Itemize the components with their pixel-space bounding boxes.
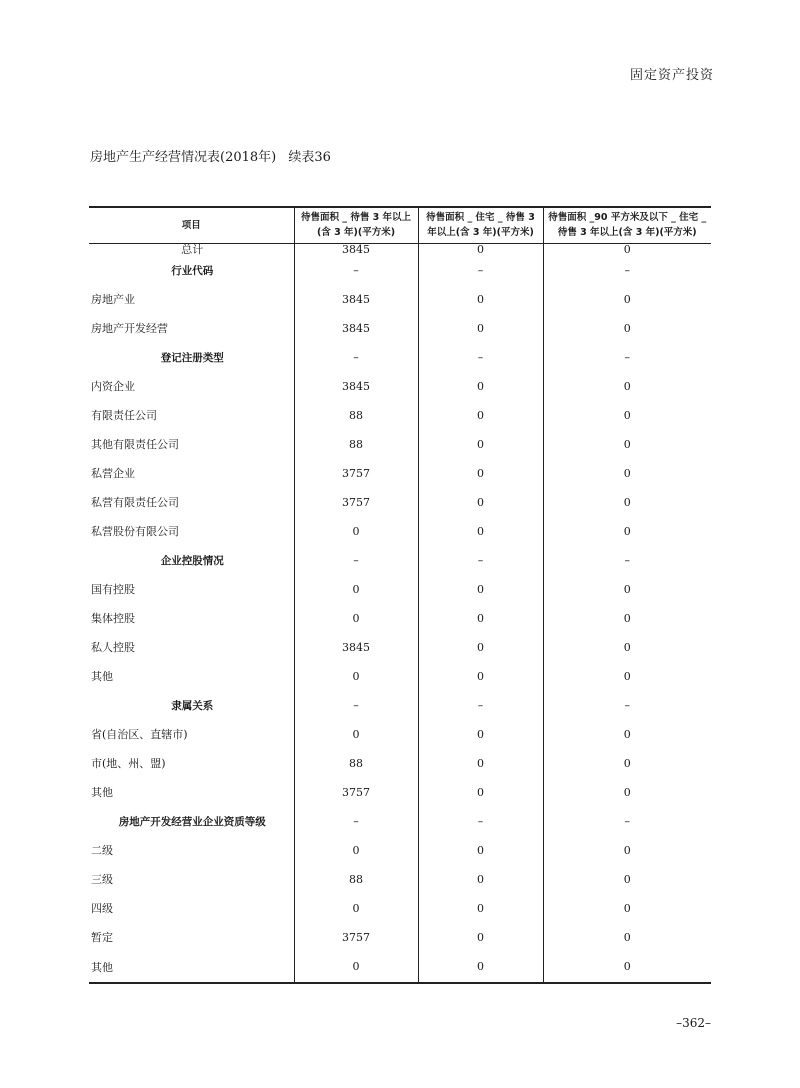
table-row xyxy=(89,517,711,546)
row-label: 私人控股 xyxy=(91,641,135,654)
row-label: 私营有限责任公司 xyxy=(91,496,179,509)
cell-unsold-3yr: 0 xyxy=(294,604,418,633)
table-title-main: 房地产生产经营情况表(2018年) xyxy=(90,150,277,165)
column-header-item: 项目 xyxy=(89,207,294,243)
table-row xyxy=(89,836,711,865)
cell-residential-3yr: 0 xyxy=(418,459,543,488)
row-label: 三级 xyxy=(91,873,113,886)
cell-unsold-3yr: 0 xyxy=(294,720,418,749)
table-row xyxy=(89,865,711,894)
cell-90sqm-3yr: 0 xyxy=(543,430,711,459)
row-label: 其他 xyxy=(89,952,294,983)
cell-unsold-3yr: 3845 xyxy=(294,285,418,314)
cell-residential-3yr: – xyxy=(418,256,543,285)
row-label: 四级 xyxy=(91,902,113,915)
row-label: 内资企业 xyxy=(91,380,135,393)
cell-90sqm-3yr: – xyxy=(543,343,711,372)
cell-residential-3yr: – xyxy=(418,807,543,836)
row-label: 房地产业 xyxy=(91,293,135,306)
cell-unsold-3yr: 3845 xyxy=(294,633,418,662)
table-row xyxy=(89,256,711,285)
table-title xyxy=(90,146,339,165)
cell-residential-3yr: 0 xyxy=(418,836,543,865)
table-row xyxy=(89,894,711,923)
cell-90sqm-3yr: 0 xyxy=(543,285,711,314)
row-label: 房地产开发经营 xyxy=(91,322,168,335)
cell-unsold-3yr: 88 xyxy=(294,401,418,430)
table-header-row xyxy=(89,207,711,243)
column-header-unsold-3yr: 待售面积 _ 待售 3 年以上(含 3 年)(平方米) xyxy=(294,207,418,243)
cell-unsold-3yr: 88 xyxy=(294,430,418,459)
table-row xyxy=(89,691,711,720)
cell-residential-3yr: 0 xyxy=(418,749,543,778)
cell-90sqm-3yr: 0 xyxy=(543,459,711,488)
cell-90sqm-3yr: – xyxy=(543,807,711,836)
cell-unsold-3yr: 3757 xyxy=(294,488,418,517)
data-table xyxy=(89,206,711,984)
page-header: 固定资产投资 xyxy=(629,68,714,83)
cell-unsold-3yr: 3845 xyxy=(294,243,418,256)
cell-unsold-3yr: 3757 xyxy=(294,923,418,952)
cell-90sqm-3yr: 0 xyxy=(543,488,711,517)
table-title-continued: 续表36 xyxy=(288,150,331,165)
cell-90sqm-3yr: 0 xyxy=(543,401,711,430)
cell-residential-3yr: – xyxy=(418,343,543,372)
row-label: 登记注册类型 xyxy=(160,351,224,364)
cell-90sqm-3yr: 0 xyxy=(543,865,711,894)
cell-residential-3yr: 0 xyxy=(418,952,543,983)
cell-residential-3yr: 0 xyxy=(418,894,543,923)
table-row xyxy=(89,604,711,633)
cell-residential-3yr: 0 xyxy=(418,575,543,604)
cell-90sqm-3yr: 0 xyxy=(543,604,711,633)
cell-unsold-3yr: – xyxy=(294,256,418,285)
cell-residential-3yr: 0 xyxy=(418,720,543,749)
cell-residential-3yr: 0 xyxy=(418,430,543,459)
row-label: 二级 xyxy=(91,844,113,857)
table-row xyxy=(89,662,711,691)
cell-residential-3yr: 0 xyxy=(418,778,543,807)
row-label: 其他 xyxy=(91,670,113,683)
row-label: 私营企业 xyxy=(91,467,135,480)
cell-90sqm-3yr: 0 xyxy=(543,923,711,952)
cell-unsold-3yr: – xyxy=(294,343,418,372)
cell-90sqm-3yr: 0 xyxy=(543,778,711,807)
cell-90sqm-3yr: 0 xyxy=(543,372,711,401)
cell-unsold-3yr: 88 xyxy=(294,749,418,778)
row-label: 其他有限责任公司 xyxy=(91,438,179,451)
row-label: 国有控股 xyxy=(91,583,135,596)
table-row xyxy=(89,546,711,575)
cell-residential-3yr: 0 xyxy=(418,923,543,952)
cell-90sqm-3yr: 0 xyxy=(543,314,711,343)
cell-unsold-3yr: 3757 xyxy=(294,459,418,488)
cell-residential-3yr: 0 xyxy=(418,401,543,430)
table-row xyxy=(89,575,711,604)
cell-residential-3yr: 0 xyxy=(418,604,543,633)
table-row xyxy=(89,749,711,778)
cell-90sqm-3yr: 0 xyxy=(543,243,711,256)
table-row xyxy=(89,778,711,807)
column-header-90sqm-3yr: 待售面积 _90 平方米及以下 _ 住宅 _ 待售 3 年以上(含 3 年)(平方米) xyxy=(543,207,711,243)
cell-unsold-3yr: 3845 xyxy=(294,372,418,401)
cell-unsold-3yr: – xyxy=(294,807,418,836)
cell-unsold-3yr: 3757 xyxy=(294,778,418,807)
cell-unsold-3yr: 0 xyxy=(294,836,418,865)
table-row xyxy=(89,285,711,314)
cell-unsold-3yr: 88 xyxy=(294,865,418,894)
table-row xyxy=(89,488,711,517)
row-label: 隶属关系 xyxy=(171,699,214,712)
table-row xyxy=(89,807,711,836)
cell-90sqm-3yr: 0 xyxy=(543,720,711,749)
column-header-residential-3yr: 待售面积 _ 住宅 _ 待售 3 年以上(含 3 年)(平方米) xyxy=(418,207,543,243)
table-row xyxy=(89,343,711,372)
row-label: 总计 xyxy=(181,242,204,256)
cell-residential-3yr: 0 xyxy=(418,243,543,256)
row-label: 集体控股 xyxy=(91,612,135,625)
cell-90sqm-3yr: – xyxy=(543,691,711,720)
cell-90sqm-3yr: 0 xyxy=(543,662,711,691)
cell-unsold-3yr: 3845 xyxy=(294,314,418,343)
row-label: 行业代码 xyxy=(171,264,214,277)
row-label: 房地产开发经营业企业资质等级 xyxy=(118,815,266,828)
table-row xyxy=(89,314,711,343)
row-label: 暂定 xyxy=(91,931,113,944)
table-row xyxy=(89,720,711,749)
cell-residential-3yr: – xyxy=(418,691,543,720)
cell-unsold-3yr: 0 xyxy=(294,517,418,546)
table-row xyxy=(89,401,711,430)
cell-90sqm-3yr: 0 xyxy=(543,836,711,865)
table-row xyxy=(89,923,711,952)
cell-90sqm-3yr: 0 xyxy=(543,749,711,778)
cell-90sqm-3yr: – xyxy=(543,256,711,285)
cell-residential-3yr: 0 xyxy=(418,517,543,546)
table-row xyxy=(89,430,711,459)
table-row xyxy=(89,243,711,256)
row-label: 企业控股情况 xyxy=(160,554,224,567)
table-row xyxy=(89,459,711,488)
cell-residential-3yr: 0 xyxy=(418,314,543,343)
cell-90sqm-3yr: 0 xyxy=(543,633,711,662)
cell-90sqm-3yr: 0 xyxy=(543,894,711,923)
row-label: 有限责任公司 xyxy=(91,409,157,422)
cell-residential-3yr: 0 xyxy=(418,633,543,662)
cell-90sqm-3yr: 0 xyxy=(543,575,711,604)
cell-unsold-3yr: – xyxy=(294,546,418,575)
row-label: 其他 xyxy=(91,786,113,799)
cell-unsold-3yr: 0 xyxy=(294,662,418,691)
cell-90sqm-3yr: – xyxy=(543,546,711,575)
cell-residential-3yr: 0 xyxy=(418,662,543,691)
page-number: –362– xyxy=(676,1016,711,1030)
cell-unsold-3yr: – xyxy=(294,691,418,720)
cell-residential-3yr: – xyxy=(418,546,543,575)
row-label: 市(地、州、盟) xyxy=(91,757,166,770)
cell-unsold-3yr: 0 xyxy=(294,575,418,604)
cell-unsold-3yr: 0 xyxy=(294,894,418,923)
cell-residential-3yr: 0 xyxy=(418,372,543,401)
row-label: 私营股份有限公司 xyxy=(91,525,179,538)
cell-90sqm-3yr: 0 xyxy=(543,517,711,546)
row-label: 省(自治区、直辖市) xyxy=(91,728,188,741)
cell-unsold-3yr: 0 xyxy=(294,952,418,983)
table-row xyxy=(89,633,711,662)
cell-residential-3yr: 0 xyxy=(418,865,543,894)
table-row xyxy=(89,372,711,401)
cell-90sqm-3yr: 0 xyxy=(543,952,711,983)
table-row xyxy=(89,952,711,983)
cell-residential-3yr: 0 xyxy=(418,488,543,517)
cell-residential-3yr: 0 xyxy=(418,285,543,314)
